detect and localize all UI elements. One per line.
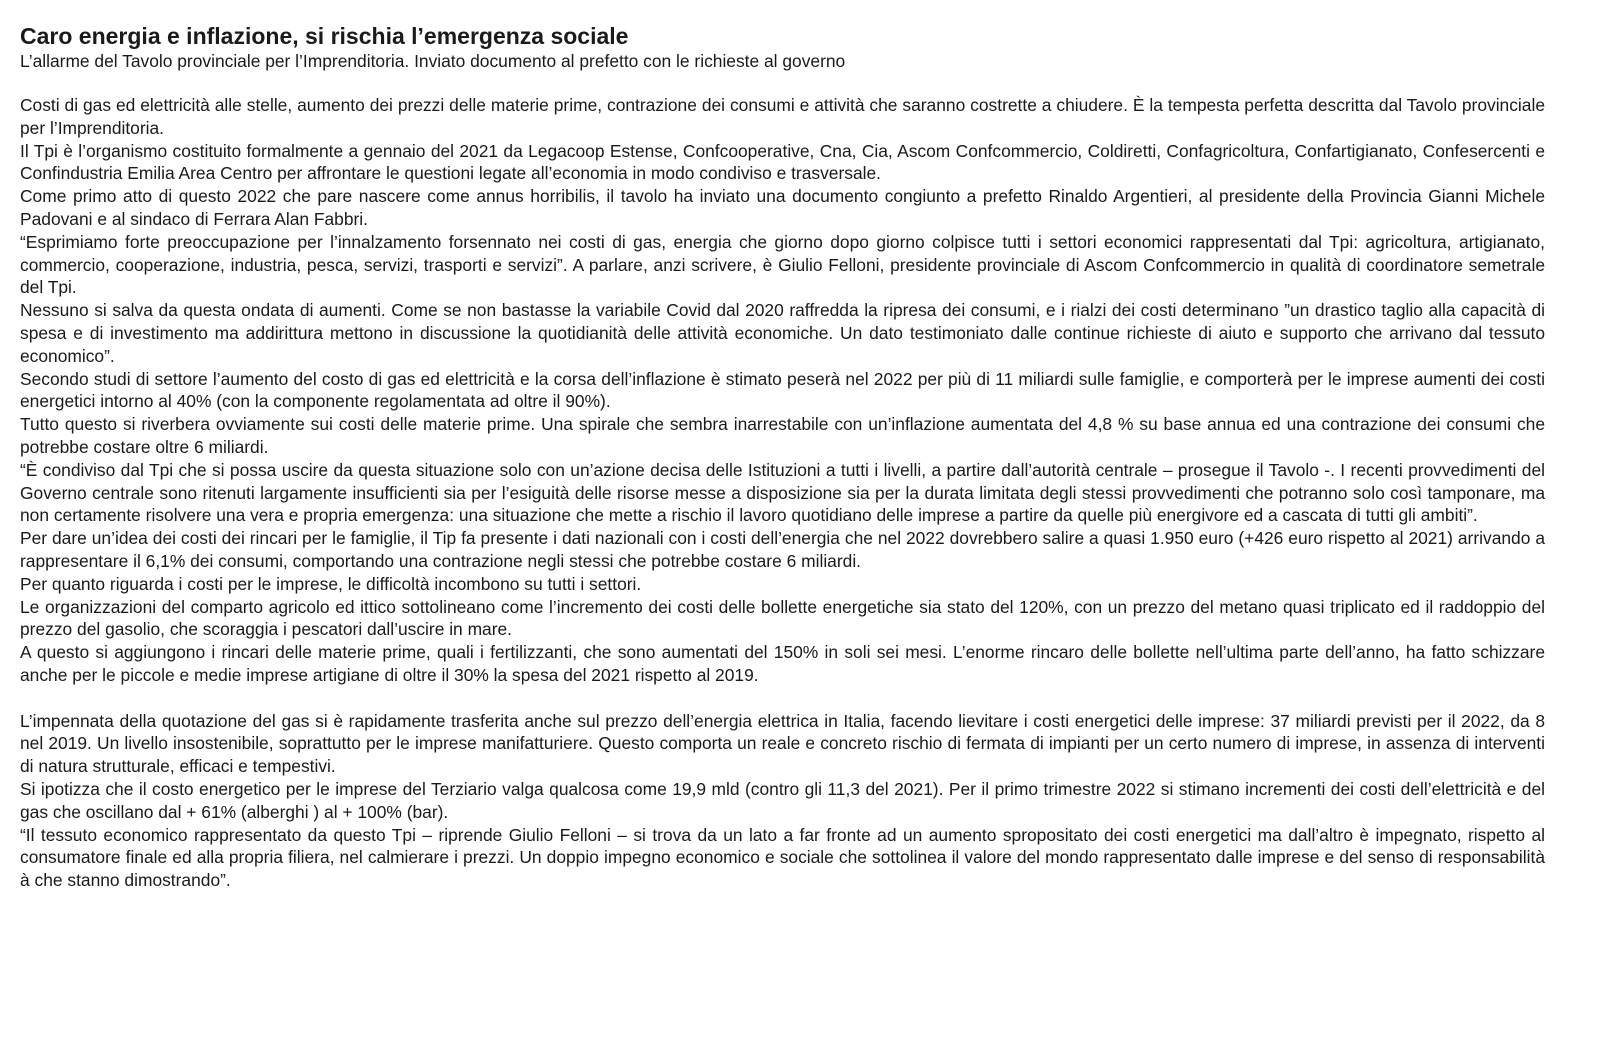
paragraph: Le organizzazioni del comparto agricolo ed ittico sottolineano come l’incremento dei costi delle bollette energetiche sia stato del 120%, con un prezzo del metano quasi triplicato ed il raddoppio del prezzo del gasolio, che scoraggia i pescatori dall’uscire in mare. — [20, 596, 1545, 640]
article-subtitle: L’allarme del Tavolo provinciale per l’Imprenditoria. Inviato documento al prefetto con le richieste al governo — [20, 51, 846, 71]
paragraph: Nessuno si salva da questa ondata di aumenti. Come se non bastasse la variabile Covid dal 2020 raffredda la ripresa dei consumi, e i rialzi dei costi determinano ”un drastico taglio alla capacità di spesa e di investimento ma addirittura mettono in discussione la quotidianità delle attività economiche. Un dato testimoniato dalle continue richieste di aiuto e supporto che arrivano dal tessuto economico”. — [20, 300, 1545, 366]
paragraph: A questo si aggiungono i rincari delle materie prime, quali i fertilizzanti, che sono aumentati del 150% in soli sei mesi. L’enorme rincaro delle bollette nell’ultima parte dell’anno, ha fatto schizzare anche per le piccole e medie imprese artigiane di oltre il 30% la spesa del 2021 rispetto al 2019. — [20, 642, 1545, 685]
article-title: Caro energia e inflazione, si rischia l’emergenza sociale — [20, 23, 629, 49]
paragraph: Per dare un’idea dei costi dei rincari per le famiglie, il Tip fa presente i dati nazionali con i costi dell’energia che nel 2022 dovrebbero salire a quasi 1.950 euro (+426 euro rispetto al 2021) arrivando a rappresentare il 6,1% dei consumi, comportando una contrazione negli stessi che potrebbe costare 6 miliardi. — [20, 528, 1545, 571]
paragraph: “È condiviso dal Tpi che si possa uscire da questa situazione solo con un’azione decisa delle Istituzioni a tutti i livelli, a partire dall’autorità centrale – prosegue il Tavolo -. I recenti provvedimenti del Governo centrale sono ritenuti largamente insufficienti sia per l’esiguità delle risorse messe a disposizione sia per la durata limitata degli stessi provvedimenti che potranno solo così tamponare, ma non certamente risolvere una vera e propria emergenza: una situazione che mette a rischio il lavoro quotidiano delle imprese a partire da quelle più energivore ed a cascata di tutti gli ambiti”. — [20, 459, 1545, 526]
section-gap — [20, 687, 1545, 710]
paragraph: “Il tessuto economico rappresentato da questo Tpi – riprende Giulio Felloni – si trova da un lato a far fronte ad un aumento spropositato dei costi energetici ma dall’altro è impegnato, rispetto al consumatore finale ed alla propria filiera, nel calmierare i prezzi. Un doppio impegno economico e sociale che sottolinea il valore del mondo rappresentato dalle imprese e del senso di responsabilità à che stanno dimostrando”. — [20, 824, 1545, 891]
paragraph: Costi di gas ed elettricità alle stelle, aumento dei prezzi delle materie prime, contrazione dei consumi e attività che saranno costrette a chiudere. È la tempesta perfetta descritta dal Tavolo provinciale per l’Imprenditoria. — [20, 95, 1545, 138]
paragraph: L’impennata della quotazione del gas si è rapidamente trasferita anche sul prezzo dell’energia elettrica in Italia, facendo lievitare i costi energetici delle imprese: 37 miliardi previsti per il 2022, da 8 nel 2019. Un livello insostenibile, soprattutto per le imprese manifatturiere. Questo comporta un reale e concreto rischio di fermata di impianti per un certo numero di imprese, in assenza di interventi di natura strutturale, efficaci e tempestivi. — [20, 710, 1545, 777]
paragraph: “Esprimiamo forte preoccupazione per l’innalzamento forsennato nei costi di gas, energia che giorno dopo giorno colpisce tutti i settori economici rappresentati dal Tpi: agricoltura, artigianato, commercio, cooperazione, industria, pesca, servizi, trasporti e servizi”. A parlare, anzi scrivere, è Giulio Felloni, presidente provinciale di Ascom Confcommercio in qualità di coordinatore semetrale del Tpi. — [20, 231, 1545, 298]
paragraph: Come primo atto di questo 2022 che pare nascere come annus horribilis, il tavolo ha inviato una documento congiunto a prefetto Rinaldo Argentieri, al presidente della Provincia Gianni Michele Padovani e al sindaco di Ferrara Alan Fabbri. — [20, 186, 1545, 229]
paragraph: Il Tpi è l’organismo costituito formalmente a gennaio del 2021 da Legacoop Estense, Confcooperative, Cna, Cia, Ascom Confcommercio, Coldiretti, Confagricoltura, Confartigianato, Confesercenti e Confindustria Emilia Area Centro per affrontare le questioni legate all’economia in modo condiviso e trasversale. — [20, 140, 1545, 184]
paragraph: Tutto questo si riverbera ovviamente sui costi delle materie prime. Una spirale che sembra inarrestabile con un’inflazione aumentata del 4,8 % su base annua ed una contrazione dei consumi che potrebbe costare oltre 6 miliardi. — [20, 414, 1545, 457]
paragraph: Secondo studi di settore l’aumento del costo di gas ed elettricità e la corsa dell’inflazione è stimato peserà nel 2022 per più di 11 miliardi sulle famiglie, e comporterà per le imprese aumenti dei costi energetici intorno al 40% (con la componente regolamentata ad oltre il 90%). — [20, 368, 1545, 412]
paragraph: Per quanto riguarda i costi per le imprese, le difficoltà incombono su tutti i settori. — [20, 573, 642, 594]
paragraph: Si ipotizza che il costo energetico per le imprese del Terziario valga qualcosa come 19,9 mld (contro gli 11,3 del 2021). Per il primo trimestre 2022 si stimano incrementi dei costi dell’elettricità e del gas che oscillano dal + 61% (alberghi ) al + 100% (bar). — [20, 778, 1545, 822]
article — [20, 22, 1545, 892]
